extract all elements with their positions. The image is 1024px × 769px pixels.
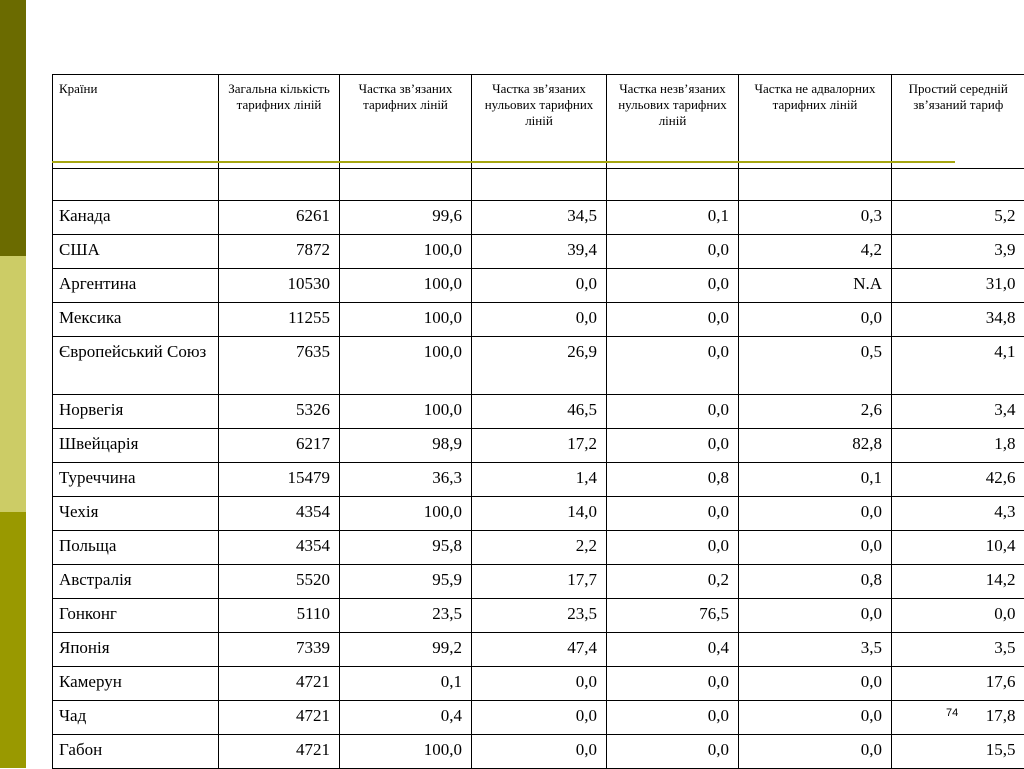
cell-bound: 0,4 — [340, 701, 472, 735]
cell-non-adval: 82,8 — [739, 429, 892, 463]
cell-bound-zero: 0,0 — [472, 735, 607, 769]
cell-total: 11255 — [219, 303, 340, 337]
cell-avg-tariff: 3,5 — [892, 633, 1024, 667]
cell-avg-tariff: 15,5 — [892, 735, 1024, 769]
cell-avg-tariff: 3,4 — [892, 395, 1024, 429]
cell-bound-zero: 26,9 — [472, 337, 607, 395]
table-row — [53, 633, 1024, 667]
table-row — [53, 235, 1024, 269]
country-cell: США — [53, 235, 219, 269]
country-cell: Туреччина — [53, 463, 219, 497]
cell-total: 6217 — [219, 429, 340, 463]
cell-avg-tariff: 34,8 — [892, 303, 1024, 337]
table-row — [53, 735, 1024, 769]
cell-bound-zero: 0,0 — [472, 303, 607, 337]
cell-unbound-zero: 0,1 — [607, 201, 739, 235]
cell-non-adval: 0,0 — [739, 599, 892, 633]
cell-avg-tariff: 10,4 — [892, 531, 1024, 565]
cell-unbound-zero: 0,0 — [607, 701, 739, 735]
cell-avg-tariff: 42,6 — [892, 463, 1024, 497]
cell-non-adval: 0,0 — [739, 531, 892, 565]
cell-bound: 98,9 — [340, 429, 472, 463]
cell-non-adval: N.A — [739, 269, 892, 303]
country-cell: Чехія — [53, 497, 219, 531]
cell-avg-tariff: 31,0 — [892, 269, 1024, 303]
spacer-cell — [607, 169, 739, 201]
country-cell: Швейцарія — [53, 429, 219, 463]
cell-avg-tariff: 14,2 — [892, 565, 1024, 599]
table-spacer-row — [53, 169, 1024, 201]
cell-bound: 100,0 — [340, 269, 472, 303]
cell-bound: 95,8 — [340, 531, 472, 565]
cell-bound-zero: 2,2 — [472, 531, 607, 565]
cell-total: 5110 — [219, 599, 340, 633]
cell-total: 4721 — [219, 735, 340, 769]
cell-bound-zero: 17,7 — [472, 565, 607, 599]
country-cell: Камерун — [53, 667, 219, 701]
cell-total: 10530 — [219, 269, 340, 303]
cell-bound: 99,6 — [340, 201, 472, 235]
slide-sidebar-decoration — [0, 0, 26, 768]
country-cell: Європейський Союз — [53, 337, 219, 395]
cell-non-adval: 0,0 — [739, 303, 892, 337]
country-cell: Мексика — [53, 303, 219, 337]
cell-bound-zero: 1,4 — [472, 463, 607, 497]
country-cell: Гонконг — [53, 599, 219, 633]
country-cell: Чад — [53, 701, 219, 735]
cell-non-adval: 0,1 — [739, 463, 892, 497]
sidebar-band-light — [0, 256, 26, 512]
table-row — [53, 701, 1024, 735]
sidebar-band-dark — [0, 0, 26, 256]
cell-total: 4721 — [219, 667, 340, 701]
header-bound-lines: Частка зв’язаних тарифних ліній — [340, 75, 472, 169]
cell-unbound-zero: 0,0 — [607, 395, 739, 429]
cell-total: 4354 — [219, 497, 340, 531]
header-accent-line — [52, 161, 955, 163]
cell-total: 6261 — [219, 201, 340, 235]
cell-non-adval: 0,3 — [739, 201, 892, 235]
header-non-advalorem-lines: Частка не адвалорних тарифних ліній — [739, 75, 892, 169]
spacer-cell — [53, 169, 219, 201]
cell-bound-zero: 0,0 — [472, 269, 607, 303]
cell-non-adval: 0,0 — [739, 735, 892, 769]
country-cell: Канада — [53, 201, 219, 235]
cell-unbound-zero: 76,5 — [607, 599, 739, 633]
cell-non-adval: 0,0 — [739, 667, 892, 701]
table-row — [53, 497, 1024, 531]
cell-avg-tariff: 3,9 — [892, 235, 1024, 269]
spacer-cell — [739, 169, 892, 201]
table-row — [53, 201, 1024, 235]
cell-bound: 100,0 — [340, 497, 472, 531]
cell-bound: 36,3 — [340, 463, 472, 497]
cell-total: 5326 — [219, 395, 340, 429]
cell-bound: 100,0 — [340, 337, 472, 395]
table-row — [53, 395, 1024, 429]
cell-total: 7339 — [219, 633, 340, 667]
country-cell: Норвегія — [53, 395, 219, 429]
cell-non-adval: 0,5 — [739, 337, 892, 395]
cell-avg-tariff: 1,8 — [892, 429, 1024, 463]
cell-total: 7635 — [219, 337, 340, 395]
cell-bound-zero: 17,2 — [472, 429, 607, 463]
cell-unbound-zero: 0,0 — [607, 667, 739, 701]
cell-non-adval: 2,6 — [739, 395, 892, 429]
table-row — [53, 337, 1024, 395]
cell-unbound-zero: 0,0 — [607, 735, 739, 769]
cell-bound: 0,1 — [340, 667, 472, 701]
table-row — [53, 531, 1024, 565]
cell-avg-tariff: 17,6 — [892, 667, 1024, 701]
cell-non-adval: 3,5 — [739, 633, 892, 667]
cell-non-adval: 0,0 — [739, 497, 892, 531]
header-avg-bound-tariff: Простий середній зв’язаний тариф — [892, 75, 1024, 169]
header-bound-zero-lines: Частка зв’язаних нульових тарифних ліній — [472, 75, 607, 169]
cell-unbound-zero: 0,0 — [607, 531, 739, 565]
cell-bound-zero: 46,5 — [472, 395, 607, 429]
cell-unbound-zero: 0,0 — [607, 303, 739, 337]
spacer-cell — [472, 169, 607, 201]
cell-bound-zero: 14,0 — [472, 497, 607, 531]
cell-total: 4721 — [219, 701, 340, 735]
cell-unbound-zero: 0,8 — [607, 463, 739, 497]
table-row — [53, 599, 1024, 633]
cell-avg-tariff: 17,8 — [892, 701, 1024, 735]
cell-unbound-zero: 0,0 — [607, 429, 739, 463]
cell-bound: 100,0 — [340, 735, 472, 769]
country-cell: Австралія — [53, 565, 219, 599]
cell-total: 15479 — [219, 463, 340, 497]
header-total-lines: Загальна кількість тарифних ліній — [219, 75, 340, 169]
table-row — [53, 463, 1024, 497]
country-cell: Польща — [53, 531, 219, 565]
table-header-row — [53, 75, 1024, 169]
cell-bound-zero: 34,5 — [472, 201, 607, 235]
cell-bound-zero: 23,5 — [472, 599, 607, 633]
table-row — [53, 429, 1024, 463]
slide-number: 74 — [946, 707, 958, 719]
country-cell: Японія — [53, 633, 219, 667]
cell-non-adval: 0,8 — [739, 565, 892, 599]
cell-bound-zero: 0,0 — [472, 701, 607, 735]
table-row — [53, 303, 1024, 337]
cell-non-adval: 0,0 — [739, 701, 892, 735]
cell-bound: 23,5 — [340, 599, 472, 633]
cell-bound: 100,0 — [340, 235, 472, 269]
header-unbound-zero-lines: Частка незв’язаних нульових тарифних ліній — [607, 75, 739, 169]
spacer-cell — [892, 169, 1024, 201]
cell-avg-tariff: 4,3 — [892, 497, 1024, 531]
cell-bound: 100,0 — [340, 303, 472, 337]
sidebar-band-mid — [0, 512, 26, 768]
cell-unbound-zero: 0,0 — [607, 337, 739, 395]
cell-bound: 100,0 — [340, 395, 472, 429]
cell-non-adval: 4,2 — [739, 235, 892, 269]
spacer-cell — [219, 169, 340, 201]
cell-unbound-zero: 0,0 — [607, 269, 739, 303]
table-row — [53, 667, 1024, 701]
cell-unbound-zero: 0,0 — [607, 497, 739, 531]
cell-avg-tariff: 0,0 — [892, 599, 1024, 633]
cell-avg-tariff: 5,2 — [892, 201, 1024, 235]
country-cell: Габон — [53, 735, 219, 769]
cell-bound: 95,9 — [340, 565, 472, 599]
cell-unbound-zero: 0,4 — [607, 633, 739, 667]
cell-total: 5520 — [219, 565, 340, 599]
cell-total: 4354 — [219, 531, 340, 565]
cell-bound-zero: 0,0 — [472, 667, 607, 701]
table-row — [53, 565, 1024, 599]
spacer-cell — [340, 169, 472, 201]
cell-unbound-zero: 0,0 — [607, 235, 739, 269]
cell-bound-zero: 47,4 — [472, 633, 607, 667]
country-cell: Аргентина — [53, 269, 219, 303]
cell-total: 7872 — [219, 235, 340, 269]
table-row — [53, 269, 1024, 303]
cell-bound: 99,2 — [340, 633, 472, 667]
cell-avg-tariff: 4,1 — [892, 337, 1024, 395]
tariff-lines-table — [52, 74, 1024, 769]
cell-unbound-zero: 0,2 — [607, 565, 739, 599]
header-countries: Країни — [53, 75, 219, 169]
cell-bound-zero: 39,4 — [472, 235, 607, 269]
